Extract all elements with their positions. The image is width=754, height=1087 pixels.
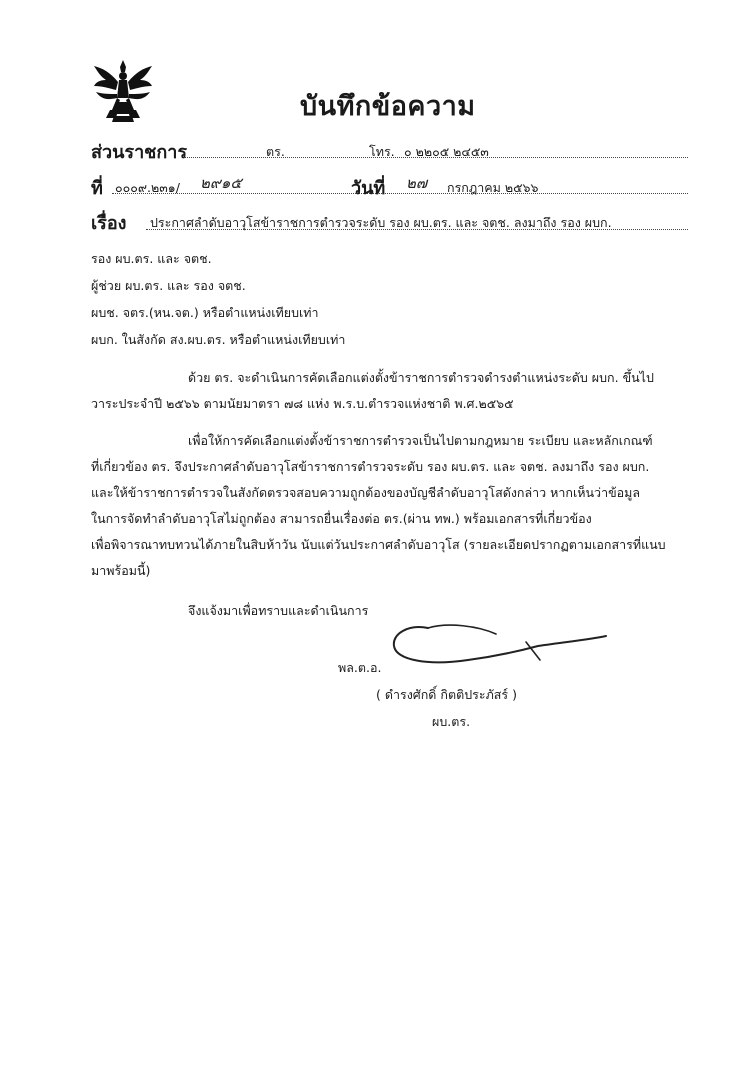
ref-number-handwritten: ๒๙๑๕: [200, 174, 242, 192]
signer-rank: พล.ต.อ.: [338, 660, 382, 675]
phone-label: โทร.: [369, 144, 395, 159]
subject-value: ประกาศลำดับอาวุโสข้าราชการตำรวจระดับ รอง ผบ.ตร. และ จตช. ลงมาถึง รอง ผบก.: [150, 215, 612, 230]
paragraph-2-line: มาพร้อมนี้): [91, 563, 151, 578]
recipient-item: ผู้ช่วย ผบ.ตร. และ รอง จตช.: [91, 278, 246, 293]
paragraph-2: [91, 428, 691, 584]
paragraph-2-line: เพื่อพิจารณาทบทวนได้ภายในสิบห้าวัน นับแต่วันประกาศลำดับอาวุโส (รายละเอียดปรากฏตามเอกสารที่แนบ: [91, 537, 666, 552]
ref-dotline: [112, 193, 688, 194]
signer-position: ผบ.ตร.: [432, 714, 471, 729]
paragraph-2-line: ในการจัดทำลำดับอาวุโสไม่ถูกต้อง สามารถยื่นเรื่องต่อ ตร.(ผ่าน ทพ.) พร้อมเอกสารที่เกี่ยวข้อง: [91, 511, 592, 526]
paragraph-2-line: เพื่อให้การคัดเลือกแต่งตั้งข้าราชการตำรวจเป็นไปตามกฎหมาย ระเบียบ และหลักเกณฑ์: [188, 433, 653, 448]
recipient-item: ผบช. จตร.(หน.จต.) หรือตำแหน่งเทียบเท่า: [91, 305, 319, 320]
date-day-handwritten: ๒๗: [406, 174, 428, 192]
paragraph-1-line: วาระประจำปี ๒๕๖๖ ตามนัยมาตรา ๗๘ แห่ง พ.ร.บ.ตำรวจแห่งชาติ พ.ศ.๒๕๖๕: [91, 396, 514, 411]
ref-label: ที่: [91, 178, 103, 199]
paragraph-1-line: ด้วย ตร. จะดำเนินการคัดเลือกแต่งตั้งข้าราชการตำรวจดำรงตำแหน่งระดับ ผบก. ขึ้นไป: [188, 370, 654, 385]
signer-name: ( ดำรงศักดิ์ กิตติประภัสร์ ): [376, 687, 517, 702]
garuda-emblem-icon: [92, 58, 154, 124]
recipient-item: ผบก. ในสังกัด สง.ผบ.ตร. หรือตำแหน่งเทียบเท่า: [91, 332, 346, 347]
recipient-list: [91, 245, 345, 353]
closing-line: จึงแจ้งมาเพื่อทราบและดำเนินการ: [188, 603, 369, 618]
agency-value: ตร.: [266, 144, 285, 159]
date-label: วันที่: [351, 178, 386, 199]
paragraph-2-line: และให้ข้าราชการตำรวจในสังกัดตรวจสอบความถูกต้องของบัญชีลำดับอาวุโสดังกล่าว หากเห็นว่าข้อมูล: [91, 485, 641, 500]
memo-title: บันทึกข้อความ: [300, 91, 476, 122]
phone-value: ๐ ๒๒๐๕ ๒๔๕๓: [404, 144, 489, 159]
recipient-item: รอง ผบ.ตร. และ จตช.: [91, 251, 212, 266]
ref-prefix: ๐๐๐๙.๒๓๑/: [115, 180, 180, 195]
subject-label: เรื่อง: [91, 213, 127, 234]
date-month-year: กรกฎาคม ๒๕๖๖: [447, 180, 539, 195]
paragraph-2-line: ที่เกี่ยวข้อง ตร. จึงประกาศลำดับอาวุโสข้าราชการตำรวจระดับ รอง ผบ.ตร. และ จตช. ลงมาถึง รอง ผบก.: [91, 459, 650, 474]
agency-label: ส่วนราชการ: [91, 142, 188, 163]
paragraph-1: [91, 365, 691, 417]
handwritten-signature: [388, 620, 610, 670]
